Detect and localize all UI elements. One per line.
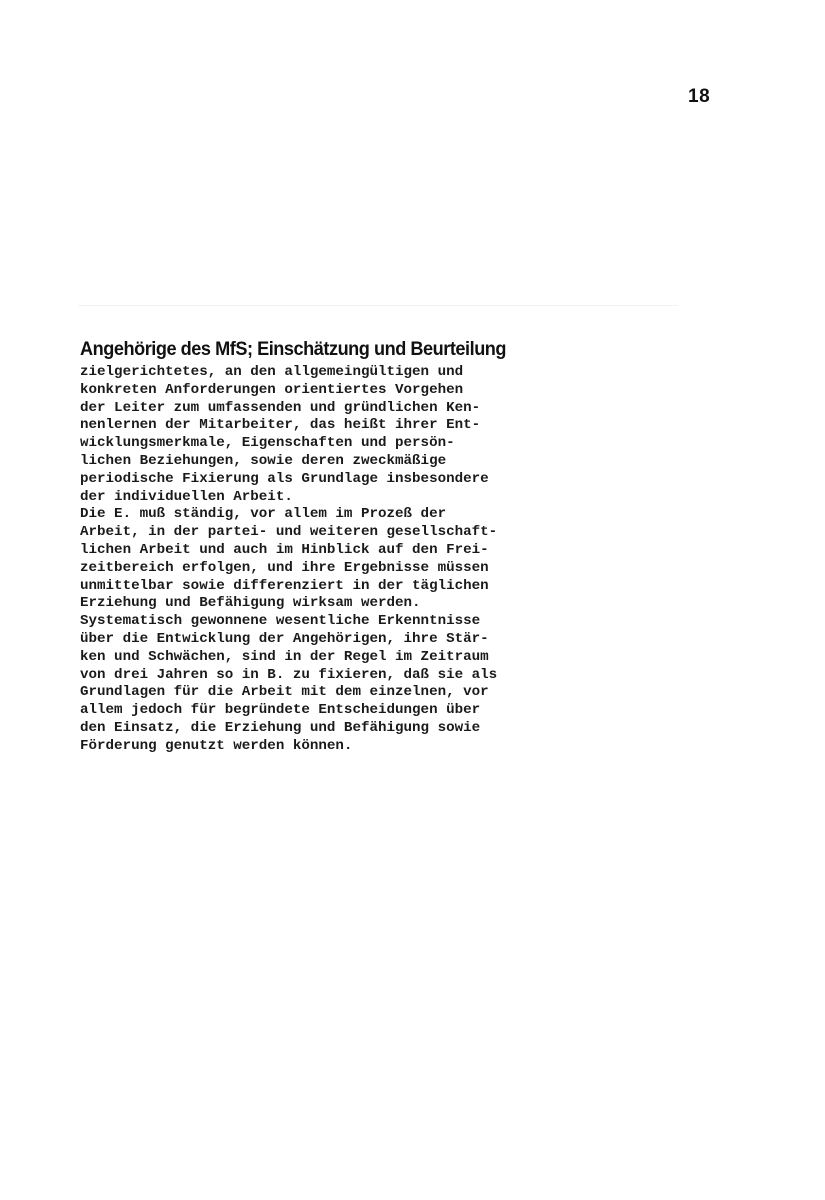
entry-line: den Einsatz, die Erziehung und Befähigung sowie <box>80 719 481 736</box>
entry-line: wicklungsmerkmale, Eigenschaften und persön- <box>80 435 455 452</box>
entry-line: konkreten Anforderungen orientiertes Vorgehen <box>80 381 464 398</box>
entry-line: Grundlagen für die Arbeit mit dem einzelnen, vor <box>80 684 489 701</box>
entry-line: lichen Arbeit und auch im Hinblick auf den Frei- <box>80 541 489 558</box>
entry-line: ken und Schwächen, sind in der Regel im Zeitraum <box>80 648 489 665</box>
entry-line: der individuellen Arbeit. <box>80 488 293 505</box>
entry-line: zielgerichtetes, an den allgemeingültigen und <box>80 364 464 380</box>
entry-line: periodische Fixierung als Grundlage insbesondere <box>80 470 489 487</box>
entry-line: Erziehung und Befähigung wirksam werden. <box>80 595 421 612</box>
lexicon-entry <box>80 338 580 756</box>
page-number: 18 <box>688 86 711 107</box>
entry-line: der Leiter zum umfassenden und gründlichen Ken- <box>80 399 481 416</box>
entry-line: Die E. muß ständig, vor allem im Prozeß der <box>80 506 447 523</box>
entry-line: nenlernen der Mitarbeiter, das heißt ihrer Ent- <box>80 417 481 434</box>
scan-faint-area <box>78 120 678 306</box>
entry-line: von drei Jahren so in B. zu fixieren, daß sie als <box>80 666 498 683</box>
entry-line: Systematisch gewonnene wesentliche Erkenntnisse <box>80 613 481 630</box>
entry-line: zeitbereich erfolgen, und ihre Ergebnisse müssen <box>80 559 489 576</box>
entry-heading: Angehörige des MfS; Einschätzung und Beurteilung <box>80 338 507 360</box>
entry-body <box>80 364 580 756</box>
entry-line: allem jedoch für begründete Entscheidungen über <box>80 702 481 719</box>
entry-line: lichen Beziehungen, sowie deren zweckmäßige <box>80 452 447 469</box>
entry-line: unmittelbar sowie differenziert in der täglichen <box>80 577 489 594</box>
entry-line: über die Entwicklung der Angehörigen, ihre Stär- <box>80 630 489 647</box>
entry-line: Förderung genutzt werden können. <box>80 737 353 754</box>
entry-line: Arbeit, in der partei- und weiteren gesellschaft- <box>80 524 498 541</box>
